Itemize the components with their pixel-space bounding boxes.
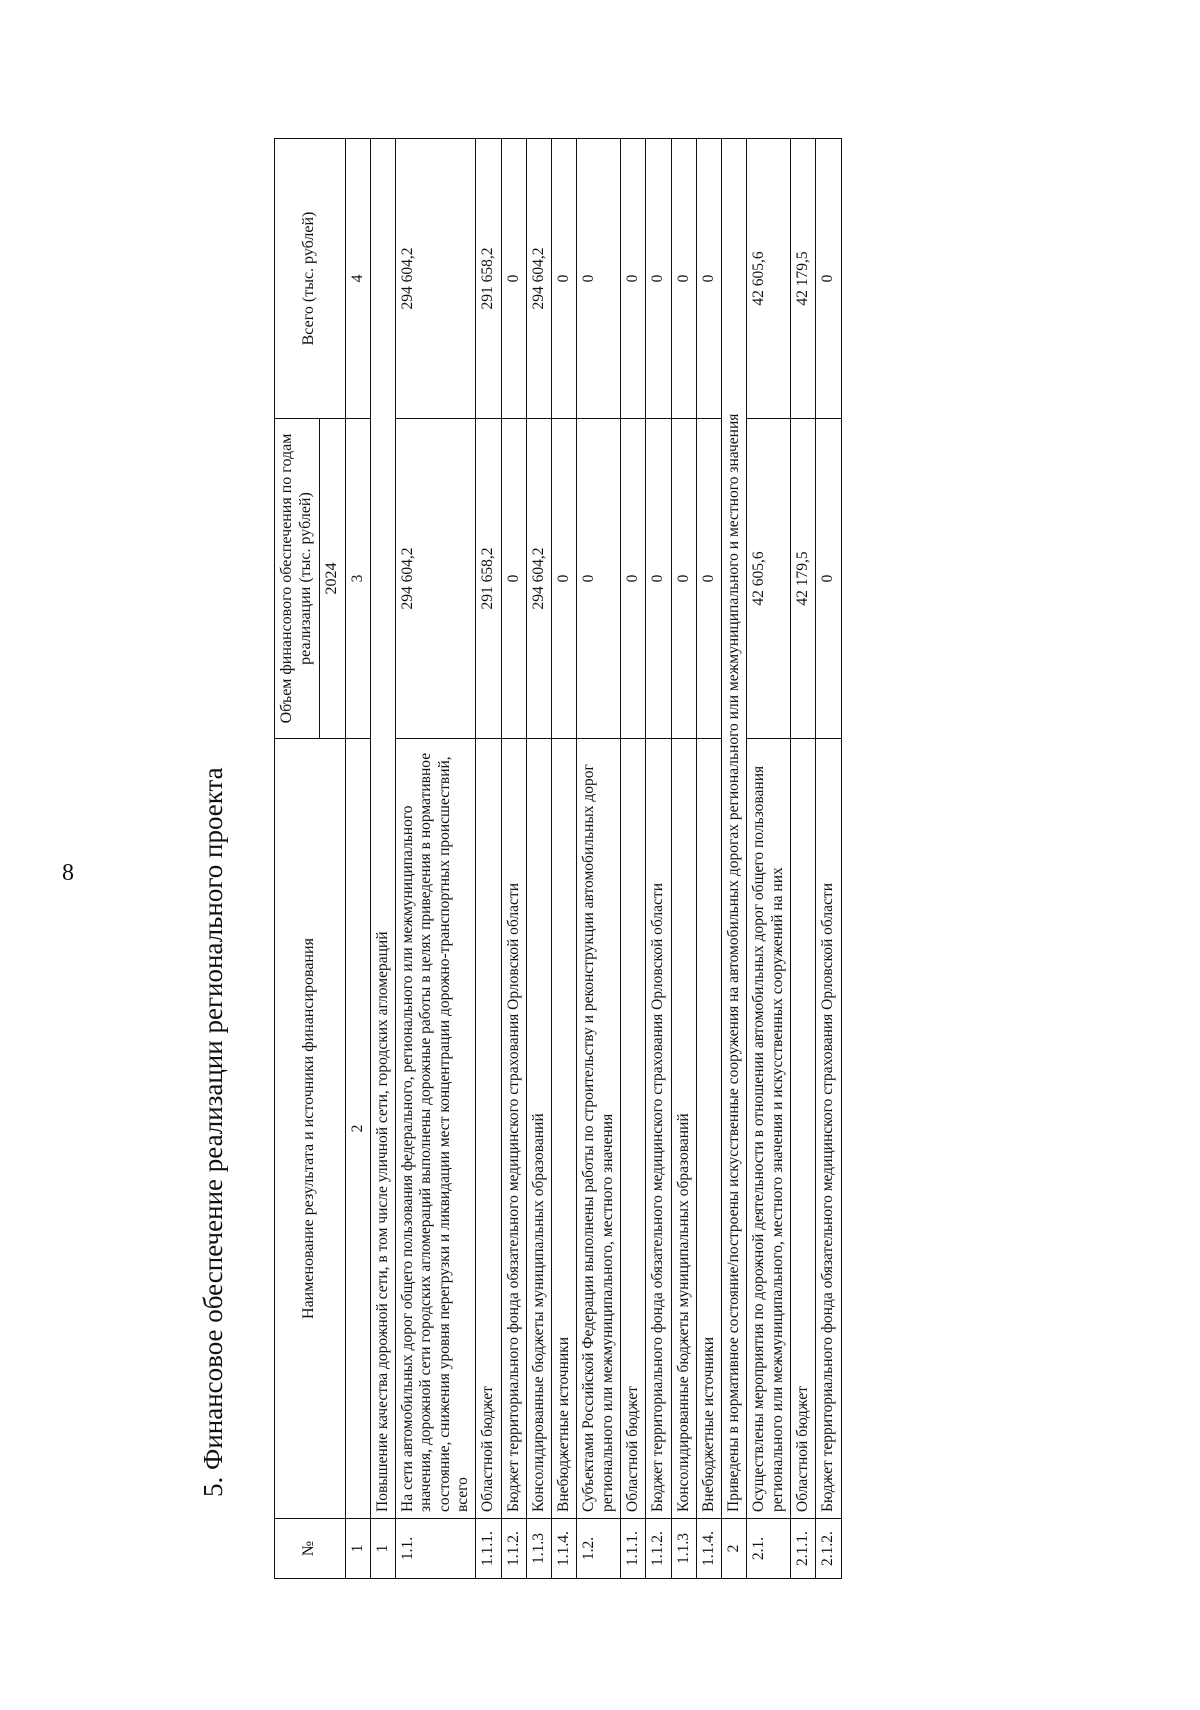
row-value-2024: 0 xyxy=(696,419,721,739)
table-row xyxy=(671,139,696,1579)
row-number: 1.1.1. xyxy=(621,1519,646,1579)
row-number: 1 xyxy=(370,1519,395,1579)
row-number: 1.1.4. xyxy=(696,1519,721,1579)
row-name: Областной бюджет xyxy=(476,739,501,1519)
table-row xyxy=(370,139,395,1579)
row-name: Бюджет территориального фонда обязательного медицинского страхования Орловской области xyxy=(646,739,671,1519)
table-row xyxy=(476,139,501,1579)
row-total: 0 xyxy=(621,139,646,419)
financing-table xyxy=(274,138,842,1579)
row-total: 42 605,6 xyxy=(747,139,791,419)
row-section-name: Повышение качества дорожной сети, в том числе уличной сети, городских агломераций xyxy=(370,139,395,1519)
row-number: 1.1.3 xyxy=(526,1519,551,1579)
index-cell: 3 xyxy=(345,419,370,739)
row-value-2024: 291 658,2 xyxy=(476,419,501,739)
header-name: Наименование результата и источники финансирования xyxy=(275,739,346,1519)
row-name: Областной бюджет xyxy=(621,739,646,1519)
table-row xyxy=(526,139,551,1579)
row-total: 0 xyxy=(577,139,621,419)
row-number: 2.1. xyxy=(747,1519,791,1579)
row-section-name: Приведены в нормативное состояние/построены искусственные сооружения на автомобильных дорогах регионального или межмуниципального и местного значения xyxy=(722,139,747,1519)
row-number: 1.1.2. xyxy=(646,1519,671,1579)
page-number: 8 xyxy=(62,860,74,886)
row-name: Консолидированные бюджеты муниципальных образований xyxy=(671,739,696,1519)
row-name: Областной бюджет xyxy=(790,739,815,1519)
table-row xyxy=(501,139,526,1579)
row-value-2024: 0 xyxy=(552,419,577,739)
row-total: 294 604,2 xyxy=(396,139,476,419)
row-total: 0 xyxy=(646,139,671,419)
row-total: 0 xyxy=(816,139,841,419)
row-value-2024: 294 604,2 xyxy=(526,419,551,739)
table-row xyxy=(816,139,841,1579)
index-cell: 2 xyxy=(345,739,370,1519)
page-title: 5. Финансовое обеспечение реализации регионального проекта xyxy=(198,767,228,1497)
table-row xyxy=(396,139,476,1579)
row-name: На сети автомобильных дорог общего пользования федерального, регионального или межмуниципального значения, дорожной сети городских агломераций выполнены дорожные работы в целях приведения в нормативное состояние, снижения уровня перегрузки и ликвидации мест концентрации дорожно-транспортных происшествий, всего xyxy=(396,739,476,1519)
row-number: 1.1.4. xyxy=(552,1519,577,1579)
row-value-2024: 0 xyxy=(621,419,646,739)
table-row xyxy=(552,139,577,1579)
row-total: 0 xyxy=(671,139,696,419)
row-number: 1.1. xyxy=(396,1519,476,1579)
table-row xyxy=(646,139,671,1579)
row-value-2024: 42 179,5 xyxy=(790,419,815,739)
row-number: 2.1.1. xyxy=(790,1519,815,1579)
row-value-2024: 0 xyxy=(646,419,671,739)
row-total: 0 xyxy=(696,139,721,419)
row-number: 2.1.2. xyxy=(816,1519,841,1579)
row-value-2024: 294 604,2 xyxy=(396,419,476,739)
row-name: Консолидированные бюджеты муниципальных образований xyxy=(526,739,551,1519)
row-number: 1.1.1. xyxy=(476,1519,501,1579)
row-value-2024: 0 xyxy=(501,419,526,739)
table-row xyxy=(696,139,721,1579)
row-name: Бюджет территориального фонда обязательного медицинского страхования Орловской области xyxy=(501,739,526,1519)
header-total: Всего (тыс. рублей) xyxy=(275,139,346,419)
row-name: Бюджет территориального фонда обязательного медицинского страхования Орловской области xyxy=(816,739,841,1519)
row-name: Внебюджетные источники xyxy=(552,739,577,1519)
table-body xyxy=(370,139,841,1579)
header-volume: Объем финансового обеспечения по годам реализации (тыс. рублей) xyxy=(275,419,320,739)
row-total: 291 658,2 xyxy=(476,139,501,419)
table-row xyxy=(722,139,747,1579)
row-name: Внебюджетные источники xyxy=(696,739,721,1519)
row-total: 0 xyxy=(552,139,577,419)
row-number: 1.1.2. xyxy=(501,1519,526,1579)
table-row xyxy=(790,139,815,1579)
row-value-2024: 0 xyxy=(577,419,621,739)
row-number: 1.2. xyxy=(577,1519,621,1579)
row-total: 42 179,5 xyxy=(790,139,815,419)
header-year: 2024 xyxy=(319,419,345,739)
row-name: Осуществлены мероприятия по дорожной деятельности в отношении автомобильных дорог общего пользования регионального или межмуниципального, местного значения и искусственных сооружений на них xyxy=(747,739,791,1519)
row-name: Субъектами Российской Федерации выполнены работы по строительству и реконструкции автомобильных дорог регионального или межмуниципального, местного значения xyxy=(577,739,621,1519)
row-number: 1.1.3 xyxy=(671,1519,696,1579)
row-total: 0 xyxy=(501,139,526,419)
header-number: № xyxy=(275,1519,346,1579)
table-row xyxy=(621,139,646,1579)
index-cell: 4 xyxy=(345,139,370,419)
row-value-2024: 0 xyxy=(816,419,841,739)
index-cell: 1 xyxy=(345,1519,370,1579)
row-value-2024: 42 605,6 xyxy=(747,419,791,739)
row-total: 294 604,2 xyxy=(526,139,551,419)
row-number: 2 xyxy=(722,1519,747,1579)
table-row xyxy=(577,139,621,1579)
row-value-2024: 0 xyxy=(671,419,696,739)
table-row xyxy=(747,139,791,1579)
